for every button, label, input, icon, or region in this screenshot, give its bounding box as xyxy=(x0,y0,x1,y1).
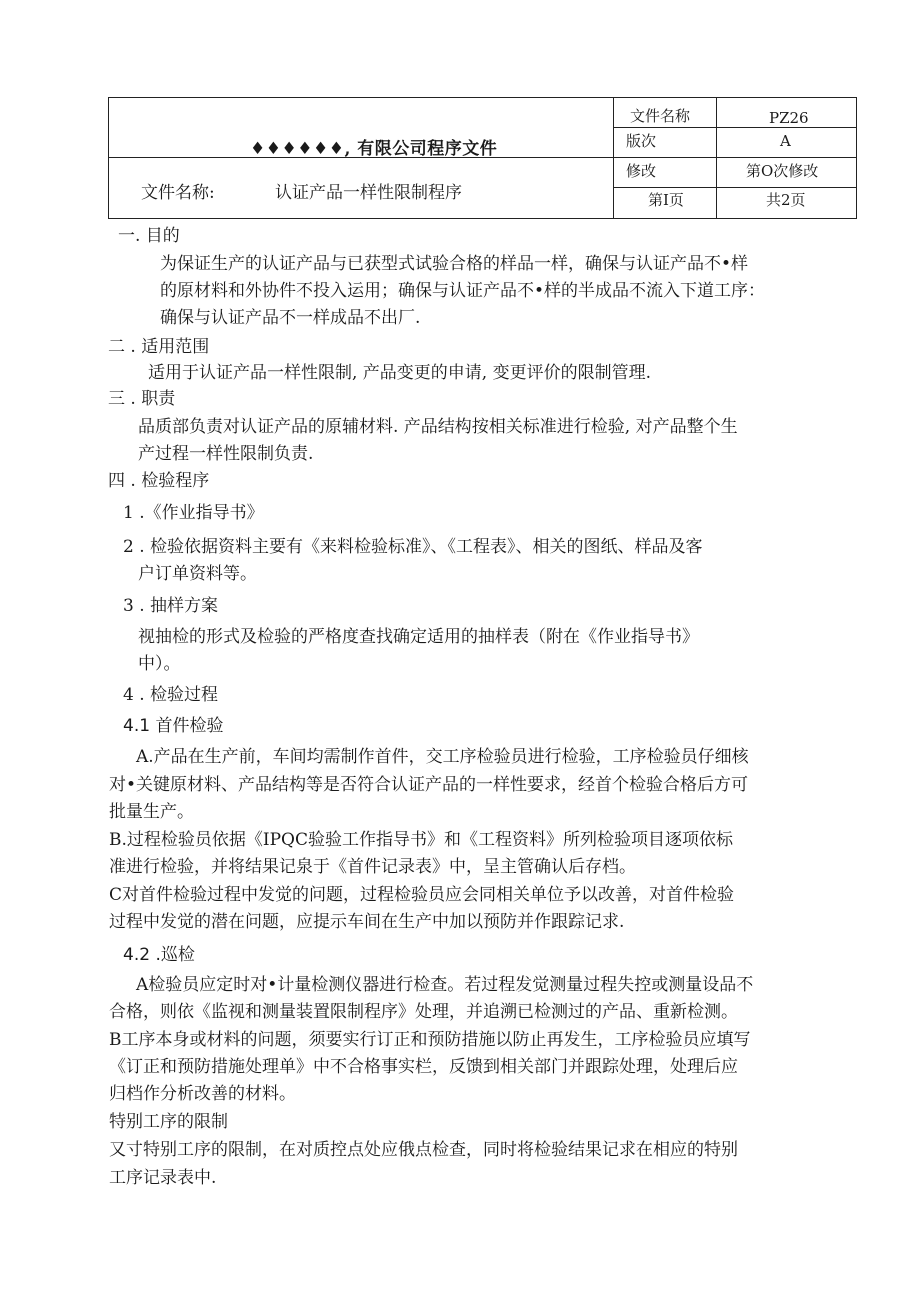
file-name-value: PZ26 xyxy=(769,109,809,127)
section-4-2-line-1: 2 . 检验依据资料主要有《来料检验标准》、《工程表》、相关的图纸、样品及客 xyxy=(123,537,703,557)
item-c-line-2: 过程中发觉的潜在问题，应提示车间在生产中加以预防并作跟踪记求. xyxy=(109,912,625,932)
revision-value: 第O次修改 xyxy=(746,162,819,180)
section-4-title: 四 . 检验程序 xyxy=(108,471,210,491)
item-b-line-2: 准进行检验，并将结果记泉于《首件记录表》中，呈主管确认后存档。 xyxy=(109,857,636,877)
patrol-b-line-1: B工序本身或材料的问题，须要实行订正和预防措施以防止再发生，工序检验员应填写 xyxy=(109,1030,751,1050)
patrol-b-line-2: 《订正和预防措施处理单》中不合格事实栏，反馈到相关部门并跟踪处理，处理后应 xyxy=(109,1057,738,1077)
section-4-4-1: 4.1 首件检验 xyxy=(123,716,224,736)
patrol-b-line-3: 归档作分析改善的材料。 xyxy=(109,1084,296,1104)
item-a-line-1: A.产品在生产前，车间均需制作首件，交工序检验员进行检验，工序检验员仔细核 xyxy=(136,747,749,767)
section-2-title: 二 . 适用范围 xyxy=(108,337,210,357)
section-4-3: 3 . 抽样方案 xyxy=(123,596,219,616)
page-number: 第I页 xyxy=(648,191,684,209)
version-value: A xyxy=(780,132,791,150)
section-4-3-line-1: 视抽检的形式及检验的严格度查找确定适用的抽样表（附在《作业指导书》 xyxy=(138,627,699,647)
header-divider-row-3 xyxy=(613,187,857,188)
section-3-title: 三 . 职责 xyxy=(108,389,176,409)
section-1-title: 一. 目的 xyxy=(118,226,180,246)
item-a-line-3: 批量生产。 xyxy=(109,802,194,822)
section-3-line-2: 产过程一样性限制负责. xyxy=(138,444,314,464)
page-total: 共2页 xyxy=(766,191,806,209)
header-divider-vert-1 xyxy=(613,97,614,219)
section-2-line-1: 适用于认证产品一样性限制, 产品变更的申请, 变更评价的限制管理. xyxy=(148,363,652,383)
item-b-line-1: B.过程检验员依据《IPQC验验工作指导书》和《工程资料》所列检验项目逐项依标 xyxy=(109,830,733,850)
revision-label: 修改 xyxy=(626,162,657,180)
company-title: ♦♦♦♦♦♦, 有限公司程序文件 xyxy=(250,139,498,159)
file-name-label: 文件名称 xyxy=(630,107,691,125)
doc-name-label: 文件名称: xyxy=(141,183,215,203)
section-1-line-2: 的原材料和外协件不投入运用；确保与认证产品不•样的半成品不流入下道工序： xyxy=(160,281,766,301)
patrol-a-line-2: 合格，则依《监视和测量装置限制程序》处理，并追溯已检测过的产品、重新检测。 xyxy=(109,1002,738,1022)
section-4-2-line-2: 户订单资料等。 xyxy=(138,564,257,584)
section-4-3-line-2: 中）。 xyxy=(138,654,181,674)
doc-name-value: 认证产品一样性限制程序 xyxy=(275,183,462,203)
header-divider-vert-2 xyxy=(716,97,717,219)
header-divider-row-1 xyxy=(613,127,857,128)
patrol-a-line-1: A检验员应定时对•计量检测仪器进行检查。若过程发觉测量过程失控或测量设品不 xyxy=(136,975,754,995)
section-4-4-2: 4.2 .巡检 xyxy=(123,945,195,965)
special-process-line-2: 工序记录表中. xyxy=(109,1168,217,1188)
special-process-line-1: 又寸特别工序的限制，在对质控点处应俄点检查，同时将检验结果记求在相应的特别 xyxy=(109,1140,738,1160)
section-4-4: 4 . 检验过程 xyxy=(123,685,219,705)
version-label: 版次 xyxy=(626,132,657,150)
section-1-line-3: 确保与认证产品不一样成品不出厂. xyxy=(160,308,421,328)
section-1-line-1: 为保证生产的认证产品与已获型式试验合格的样品一样，确保与认证产品不•样 xyxy=(160,254,749,274)
section-3-line-1: 品质部负责对认证产品的原辅材料. 产品结构按相关标准进行检验, 对产品整个生 xyxy=(138,417,738,437)
special-process-title: 特别工序的限制 xyxy=(109,1112,228,1132)
item-a-line-2: 对•关键原材料、产品结构等是否符合认证产品的一样性要求，经首个检验合格后方可 xyxy=(109,775,749,795)
item-c-line-1: C对首件检验过程中发觉的问题，过程检验员应会同相关单位予以改善，对首件检验 xyxy=(109,885,735,905)
section-4-1: 1 .《作业指导书》 xyxy=(123,503,264,523)
